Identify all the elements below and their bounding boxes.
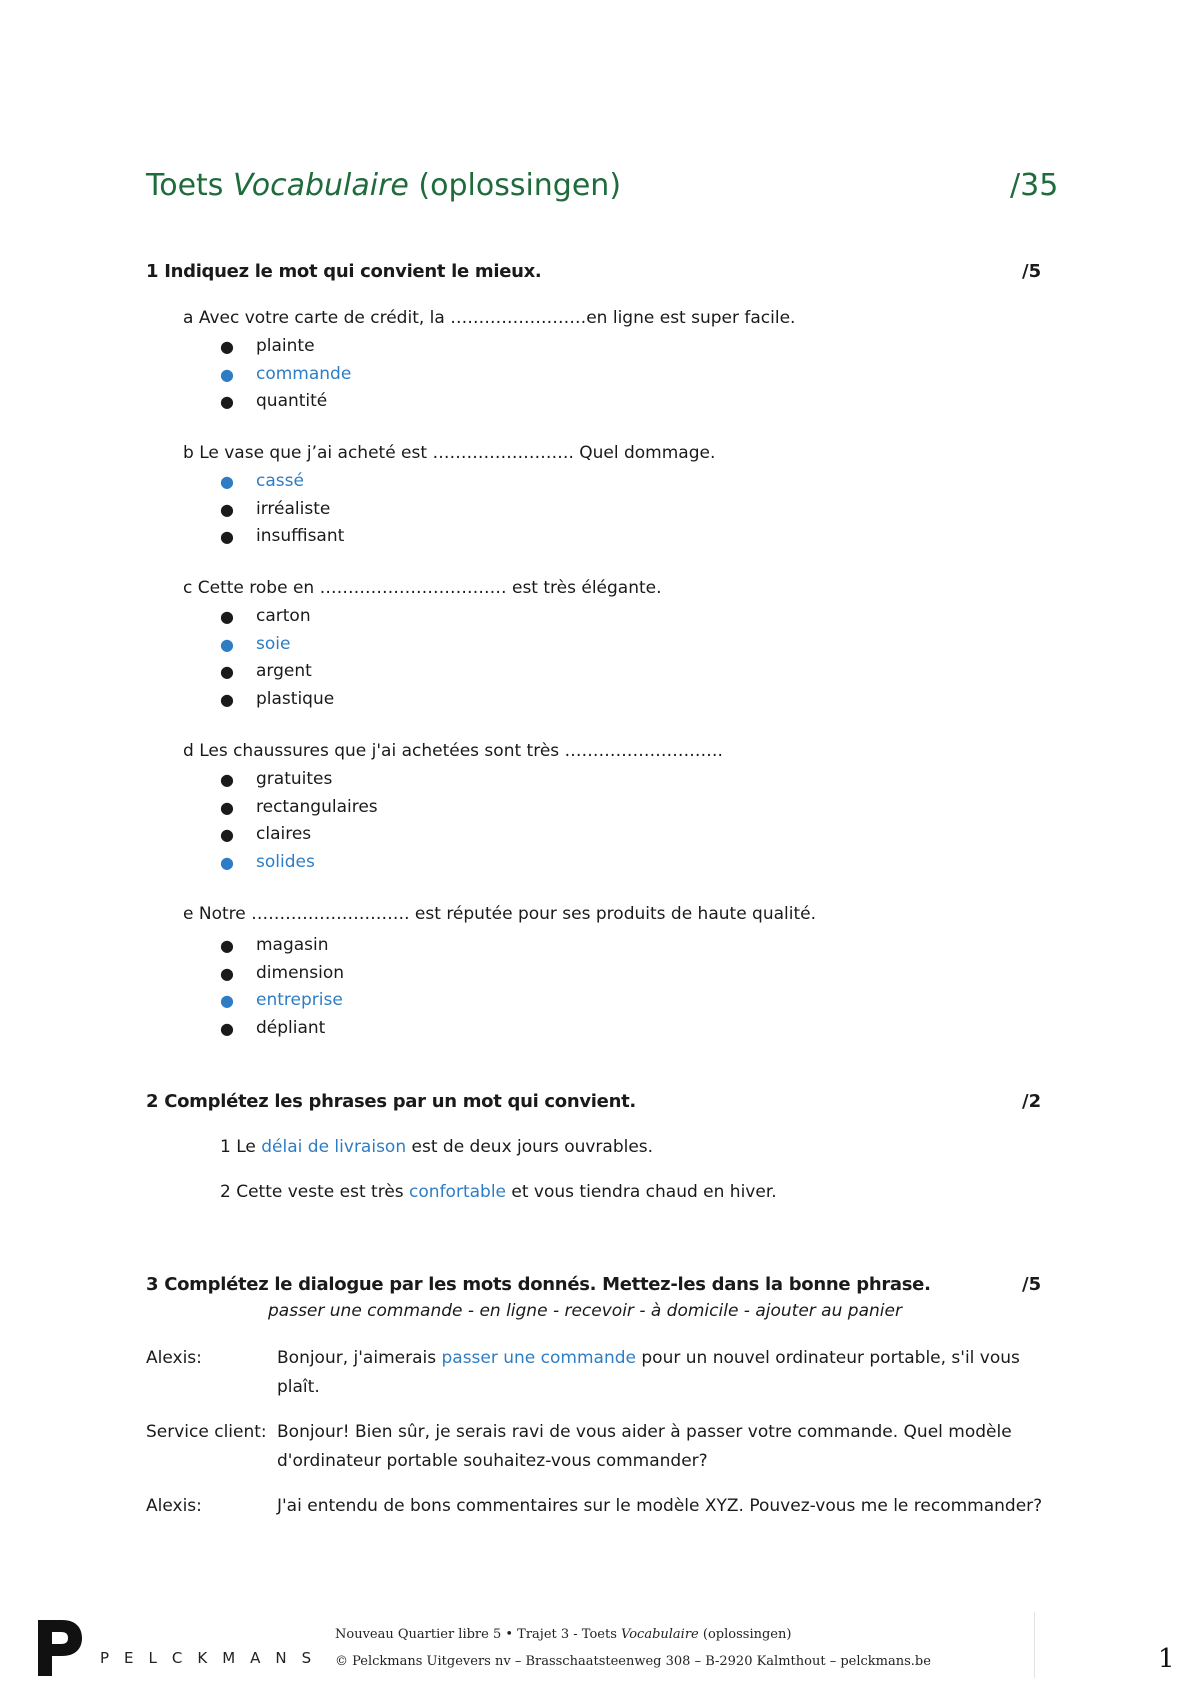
options-b — [220, 468, 344, 551]
option-label: quantité — [256, 391, 328, 411]
bullet-icon: ● — [220, 770, 234, 789]
option-label: argent — [256, 661, 312, 681]
bullet-icon: ● — [220, 392, 234, 411]
footer-text: (oplossingen) — [698, 1627, 792, 1642]
question-c: c Cette robe en …………………………… est très élégante. — [183, 578, 662, 598]
bullet-icon: ● — [220, 963, 234, 983]
sentence-text: et vous tiendra chaud en hiver. — [506, 1182, 777, 1202]
sentence-text: 1 Le — [220, 1137, 262, 1157]
footer-italic: Vocabulaire — [621, 1627, 699, 1642]
section-3-heading: 3 Complétez le dialogue par les mots donnés. Mettez-les dans la bonne phrase. — [146, 1274, 931, 1295]
bullet-icon: ● — [220, 991, 234, 1010]
option-item-correct — [220, 987, 344, 1015]
dialogue-line — [277, 1418, 1067, 1476]
option-label: magasin — [256, 935, 329, 955]
option-label: plainte — [256, 336, 315, 356]
sentence-text: est de deux jours ouvrables. — [406, 1137, 654, 1157]
bullet-icon: ● — [220, 634, 234, 654]
answer-text: délai de livraison — [261, 1137, 407, 1157]
option-item-correct — [220, 631, 334, 659]
dialogue-speaker: Alexis: — [146, 1496, 202, 1516]
option-item-correct — [220, 361, 351, 389]
sentence-text: 2 Cette veste est très — [220, 1182, 410, 1202]
options-c — [220, 603, 334, 713]
dialogue-text: pour un nouvel ordinateur portable, s'il vous plaît. — [277, 1348, 1020, 1397]
bullet-icon: ● — [220, 662, 234, 681]
option-item — [220, 766, 378, 794]
option-label: solides — [256, 851, 315, 872]
option-label: soie — [256, 633, 291, 654]
option-label: plastique — [256, 688, 335, 709]
title-suffix: (oplossingen) — [408, 168, 622, 203]
footer-text: Nouveau Quartier libre 5 • Trajet 3 - Toets — [335, 1627, 622, 1642]
page-title — [146, 168, 621, 203]
options-a — [220, 333, 351, 416]
option-item — [220, 496, 344, 524]
option-item — [220, 932, 344, 960]
bullet-icon: ● — [220, 1018, 234, 1038]
title-prefix: Toets — [146, 168, 233, 203]
bullet-icon: ● — [220, 607, 234, 626]
option-item — [220, 658, 334, 686]
question-e: e Notre ………………………. est réputée pour ses produits de haute qualité. — [183, 904, 817, 924]
option-item — [220, 603, 334, 631]
option-item-correct — [220, 849, 378, 877]
bullet-icon: ● — [220, 499, 234, 519]
bullet-icon: ● — [220, 936, 234, 955]
footer-publisher-line: © Pelckmans Uitgevers nv – Brasschaatsteenweg 308 – B-2920 Kalmthout – pelckmans.be — [335, 1654, 931, 1669]
fill-sentence-2 — [220, 1182, 777, 1202]
dialogue-line — [277, 1344, 1067, 1402]
total-score: /35 — [1010, 168, 1059, 203]
question-d: d Les chaussures que j'ai achetées sont très ………………………. — [183, 741, 723, 761]
bullet-icon: ● — [220, 797, 234, 817]
bullet-icon: ● — [220, 689, 234, 709]
options-e — [220, 932, 344, 1042]
option-item-correct — [220, 468, 344, 496]
word-bank: passer une commande - en ligne - recevoir - à domicile - ajouter au panier — [268, 1301, 902, 1321]
bullet-icon: ● — [220, 852, 234, 872]
dialogue-text: Bonjour! Bien sûr, je serais ravi de vous aider à passer votre commande. Quel modèle d'ordinateur portable souhaitez-vous commander? — [277, 1422, 1012, 1471]
option-item — [220, 686, 334, 714]
question-a: a Avec votre carte de crédit, la ……………………en ligne est super facile. — [183, 308, 796, 328]
dialogue-line — [277, 1492, 1067, 1521]
option-label: insuffisant — [256, 526, 345, 546]
dialogue-text: Bonjour, j'aimerais — [277, 1348, 442, 1368]
bullet-icon: ● — [220, 825, 234, 844]
section-1-score: /5 — [1022, 261, 1042, 282]
answer-text: passer une commande — [441, 1348, 636, 1368]
section-1-heading: 1 Indiquez le mot qui convient le mieux. — [146, 261, 542, 282]
option-label: irréaliste — [256, 498, 331, 519]
option-item — [220, 1015, 344, 1043]
bullet-icon: ● — [220, 364, 234, 384]
bullet-icon: ● — [220, 337, 234, 356]
option-item — [220, 794, 378, 822]
option-label: commande — [256, 363, 352, 384]
dialogue-speaker: Alexis: — [146, 1348, 202, 1368]
section-3-score: /5 — [1022, 1274, 1042, 1295]
option-label: dimension — [256, 962, 345, 983]
option-item — [220, 523, 344, 551]
footer-course-line — [335, 1627, 791, 1642]
bullet-icon: ● — [220, 472, 234, 491]
footer-divider — [1034, 1612, 1035, 1678]
section-2-heading: 2 Complétez les phrases par un mot qui convient. — [146, 1091, 636, 1112]
option-label: rectangulaires — [256, 796, 378, 817]
option-label: gratuites — [256, 769, 333, 789]
dialogue-speaker: Service client: — [146, 1422, 267, 1442]
pelckmans-logo-icon — [36, 1616, 84, 1684]
bullet-icon: ● — [220, 527, 234, 546]
option-item — [220, 388, 351, 416]
option-item — [220, 960, 344, 988]
option-label: entreprise — [256, 990, 343, 1010]
option-item — [220, 821, 378, 849]
question-b: b Le vase que j’ai acheté est ……………………. Quel dommage. — [183, 443, 716, 463]
option-label: dépliant — [256, 1017, 326, 1038]
option-label: cassé — [256, 471, 304, 491]
page-number: 1 — [1158, 1644, 1175, 1674]
dialogue-text: J'ai entendu de bons commentaires sur le modèle XYZ. Pouvez-vous me le recommander? — [277, 1496, 1043, 1516]
option-label: carton — [256, 606, 311, 626]
title-italic: Vocabulaire — [232, 168, 409, 203]
brand-name: PELCKMANS — [100, 1649, 327, 1667]
options-d — [220, 766, 378, 876]
option-item — [220, 333, 351, 361]
answer-text: confortable — [409, 1182, 506, 1202]
section-2-score: /2 — [1022, 1091, 1042, 1112]
fill-sentence-1 — [220, 1137, 653, 1157]
option-label: claires — [256, 824, 312, 844]
